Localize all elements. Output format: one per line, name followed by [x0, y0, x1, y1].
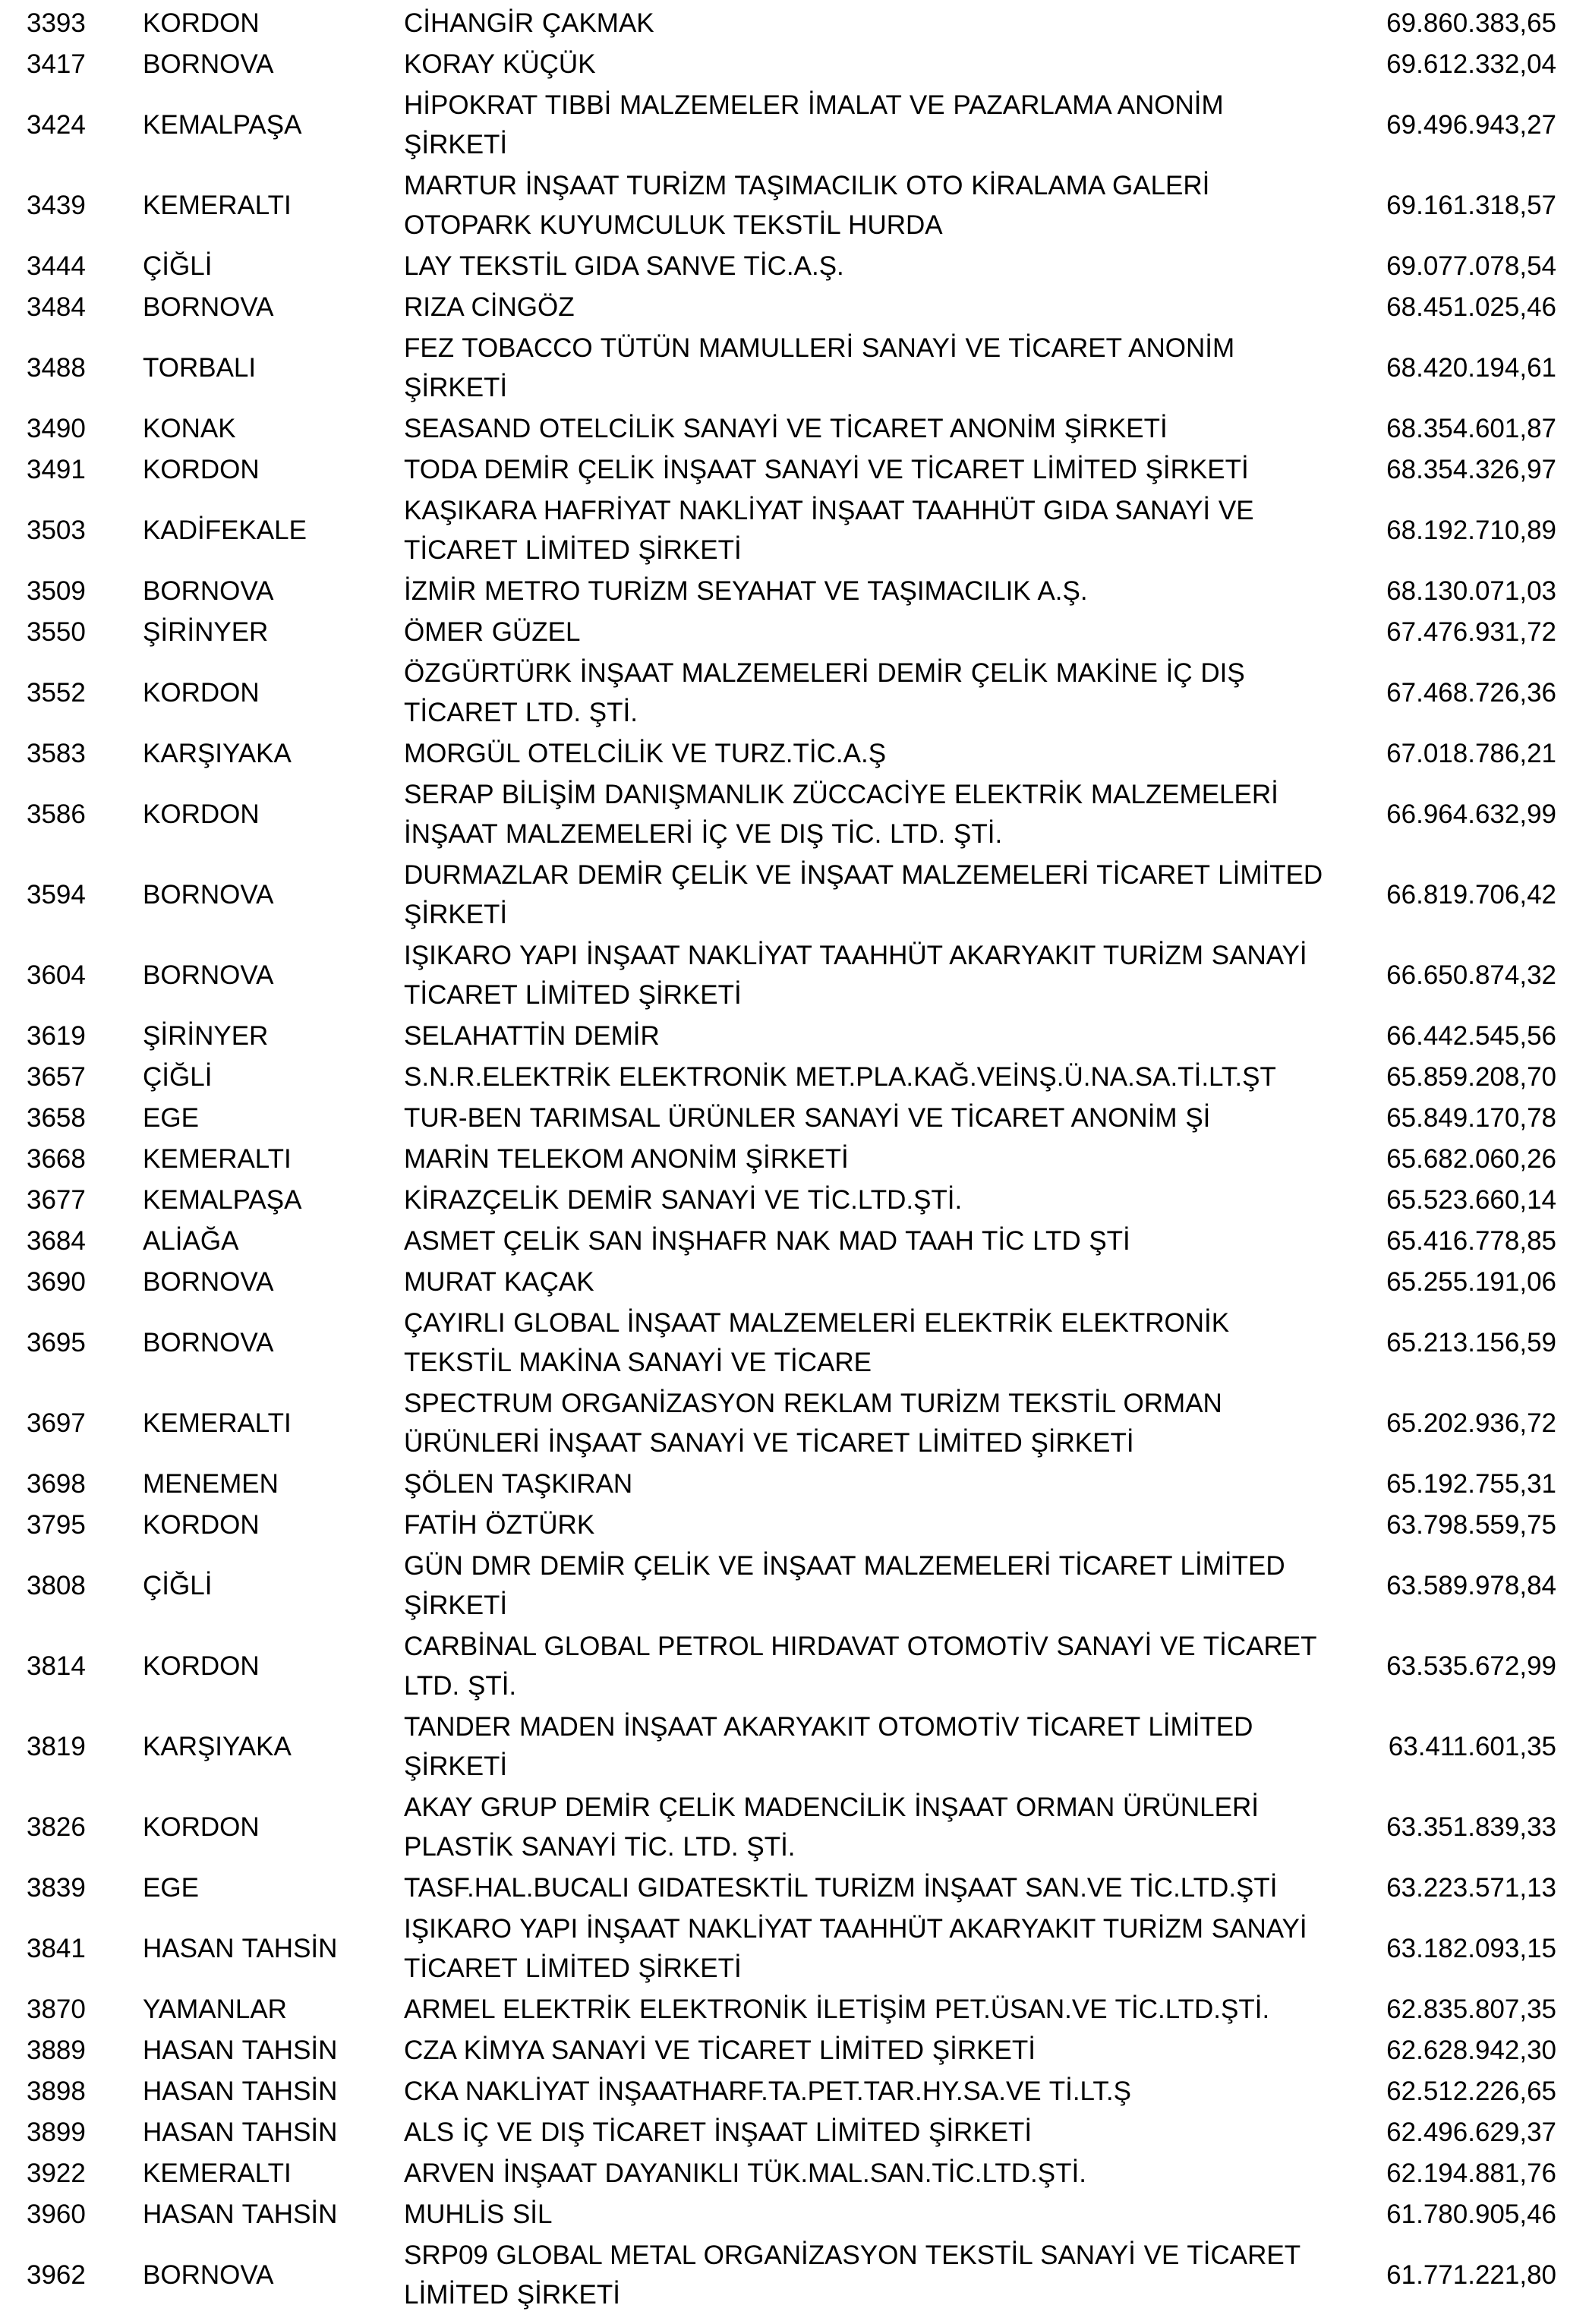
taxpayer-name-cell: LAY TEKSTİL GIDA SANVE TİC.A.Ş. [404, 251, 844, 281]
taxpayer-name-cell: KORAY KÜÇÜK [404, 49, 596, 79]
row-number-cell: 3444 [27, 251, 86, 281]
tax-office-cell: EGE [143, 1873, 199, 1903]
row-number-cell: 3899 [27, 2117, 86, 2147]
table-row [0, 1262, 1589, 1303]
table-row [0, 1505, 1589, 1546]
tax-office-cell: KORDON [143, 678, 260, 708]
amount-cell: 68.354.601,87 [1386, 414, 1556, 443]
table-row [0, 449, 1589, 490]
tax-office-cell: KEMERALTI [143, 191, 292, 220]
table-row [0, 287, 1589, 328]
taxpayer-name-cell: SELAHATTİN DEMİR [404, 1021, 660, 1051]
tax-office-cell: HASAN TAHSİN [143, 2076, 338, 2106]
amount-cell: 68.354.326,97 [1386, 455, 1556, 484]
row-number-cell: 3594 [27, 880, 86, 910]
amount-cell: 63.223.571,13 [1386, 1873, 1556, 1903]
row-number-cell: 3922 [27, 2158, 86, 2188]
taxpayer-name-cell: ÖZGÜRTÜRK İNŞAAT MALZEMELERİ DEMİR ÇELİK MAKİNE İÇ DIŞ TİCARET LTD. ŞTİ. [404, 658, 1245, 727]
amount-cell: 65.523.660,14 [1386, 1185, 1556, 1215]
table-row [0, 2112, 1589, 2153]
taxpayer-name-cell: FEZ TOBACCO TÜTÜN MAMULLERİ SANAYİ VE TİCARET ANONİM ŞİRKETİ [404, 333, 1235, 402]
tax-office-cell: BORNOVA [143, 960, 274, 990]
tax-office-cell: HASAN TAHSİN [143, 2035, 338, 2065]
tax-office-cell: BORNOVA [143, 880, 274, 910]
table-row [0, 1989, 1589, 2030]
tax-office-cell: KORDON [143, 8, 260, 38]
table-row [0, 2194, 1589, 2235]
tax-office-cell: HASAN TAHSİN [143, 1934, 338, 1963]
table-row [0, 1139, 1589, 1180]
table-row [0, 1098, 1589, 1139]
taxpayer-name-cell: CZA KİMYA SANAYİ VE TİCARET LİMİTED ŞİRKETİ [404, 2035, 1036, 2065]
tax-office-cell: BORNOVA [143, 292, 274, 322]
tax-office-cell: HASAN TAHSİN [143, 2117, 338, 2147]
tax-office-cell: KORDON [143, 455, 260, 484]
amount-cell: 63.351.839,33 [1386, 1812, 1556, 1842]
tax-office-cell: KORDON [143, 1812, 260, 1842]
row-number-cell: 3962 [27, 2260, 86, 2290]
amount-cell: 63.798.559,75 [1386, 1510, 1556, 1540]
table-row [0, 855, 1589, 935]
row-number-cell: 3658 [27, 1103, 86, 1133]
amount-cell: 69.496.943,27 [1386, 110, 1556, 140]
taxpayer-name-cell: CİHANGİR ÇAKMAK [404, 8, 654, 38]
taxpayer-name-cell: MURAT KAÇAK [404, 1267, 594, 1297]
taxpayer-name-cell: MORGÜL OTELCİLİK VE TURZ.TİC.A.Ş [404, 739, 887, 768]
row-number-cell: 3509 [27, 576, 86, 606]
tax-office-cell: ÇİĞLİ [143, 251, 213, 281]
row-number-cell: 3619 [27, 1021, 86, 1051]
amount-cell: 62.835.807,35 [1386, 1994, 1556, 2024]
amount-cell: 66.650.874,32 [1386, 960, 1556, 990]
row-number-cell: 3604 [27, 960, 86, 990]
taxpayer-name-cell: MARİN TELEKOM ANONİM ŞİRKETİ [404, 1144, 849, 1174]
taxpayer-table-body [0, 3, 1589, 2316]
table-row [0, 1626, 1589, 1707]
row-number-cell: 3684 [27, 1226, 86, 1256]
taxpayer-name-cell: CARBİNAL GLOBAL PETROL HIRDAVAT OTOMOTİV SANAYİ VE TİCARET LTD. ŞTİ. [404, 1632, 1316, 1701]
row-number-cell: 3808 [27, 1571, 86, 1600]
taxpayer-name-cell: SERAP BİLİŞİM DANIŞMANLIK ZÜCCACİYE ELEKTRİK MALZEMELERİ İNŞAAT MALZEMELERİ İÇ VE DIŞ TİC. LTD. ŞTİ. [404, 780, 1278, 849]
table-row [0, 2071, 1589, 2112]
amount-cell: 65.192.755,31 [1386, 1469, 1556, 1499]
tax-office-cell: YAMANLAR [143, 1994, 287, 2024]
row-number-cell: 3697 [27, 1408, 86, 1438]
taxpayer-name-cell: CKA NAKLİYAT İNŞAATHARF.TA.PET.TAR.HY.SA.VE Tİ.LT.Ş [404, 2076, 1131, 2106]
tax-office-cell: ÇİĞLİ [143, 1571, 213, 1600]
row-number-cell: 3550 [27, 617, 86, 647]
amount-cell: 67.468.726,36 [1386, 678, 1556, 708]
table-row [0, 2030, 1589, 2071]
taxpayer-name-cell: ARVEN İNŞAAT DAYANIKLI TÜK.MAL.SAN.TİC.LTD.ŞTİ. [404, 2158, 1086, 2188]
row-number-cell: 3819 [27, 1732, 86, 1761]
taxpayer-name-cell: KİRAZÇELİK DEMİR SANAYİ VE TİC.LTD.ŞTİ. [404, 1185, 963, 1215]
amount-cell: 65.849.170,78 [1386, 1103, 1556, 1133]
row-number-cell: 3695 [27, 1328, 86, 1358]
row-number-cell: 3586 [27, 799, 86, 829]
table-row [0, 328, 1589, 408]
taxpayer-name-cell: TASF.HAL.BUCALI GIDATESKTİL TURİZM İNŞAAT SAN.VE TİC.LTD.ŞTİ [404, 1873, 1278, 1903]
row-number-cell: 3583 [27, 739, 86, 768]
taxpayer-name-cell: GÜN DMR DEMİR ÇELİK VE İNŞAAT MALZEMELERİ TİCARET LİMİTED ŞİRKETİ [404, 1551, 1285, 1620]
taxpayer-name-cell: AKAY GRUP DEMİR ÇELİK MADENCİLİK İNŞAAT ORMAN ÜRÜNLERİ PLASTİK SANAYİ TİC. LTD. ŞTİ. [404, 1793, 1259, 1862]
amount-cell: 68.420.194,61 [1386, 353, 1556, 383]
row-number-cell: 3898 [27, 2076, 86, 2106]
tax-office-cell: BORNOVA [143, 49, 274, 79]
taxpayer-name-cell: TANDER MADEN İNŞAAT AKARYAKIT OTOMOTİV TİCARET LİMİTED ŞİRKETİ [404, 1712, 1253, 1781]
taxpayer-name-cell: ÇAYIRLI GLOBAL İNŞAAT MALZEMELERİ ELEKTRİK ELEKTRONİK TEKSTİL MAKİNA SANAYİ VE TİCARE [404, 1308, 1230, 1377]
table-row [0, 935, 1589, 1016]
row-number-cell: 3870 [27, 1994, 86, 2024]
taxpayer-name-cell: FATİH ÖZTÜRK [404, 1510, 595, 1540]
tax-office-cell: ÇİĞLİ [143, 1062, 213, 1092]
amount-cell: 65.255.191,06 [1386, 1267, 1556, 1297]
tax-office-cell: KEMERALTI [143, 2158, 292, 2188]
taxpayer-name-cell: IŞIKARO YAPI İNŞAAT NAKLİYAT TAAHHÜT AKARYAKIT TURİZM SANAYİ TİCARET LİMİTED ŞİRKETİ [404, 941, 1307, 1010]
tax-office-cell: KORDON [143, 1651, 260, 1681]
table-row [0, 490, 1589, 571]
row-number-cell: 3657 [27, 1062, 86, 1092]
table-row [0, 1546, 1589, 1626]
row-number-cell: 3841 [27, 1934, 86, 1963]
taxpayer-name-cell: HİPOKRAT TIBBİ MALZEMELER İMALAT VE PAZARLAMA ANONİM ŞİRKETİ [404, 90, 1224, 159]
table-row [0, 2153, 1589, 2194]
table-row [0, 1016, 1589, 1057]
row-number-cell: 3795 [27, 1510, 86, 1540]
taxpayer-name-cell: SRP09 GLOBAL METAL ORGANİZASYON TEKSTİL SANAYİ VE TİCARET LİMİTED ŞİRKETİ [404, 2240, 1301, 2310]
taxpayer-name-cell: MARTUR İNŞAAT TURİZM TAŞIMACILIK OTO KİRALAMA GALERİ OTOPARK KUYUMCULUK TEKSTİL HURDA [404, 171, 1210, 240]
tax-office-cell: EGE [143, 1103, 199, 1133]
amount-cell: 61.771.221,80 [1386, 2260, 1556, 2290]
table-row [0, 85, 1589, 166]
table-row [0, 571, 1589, 612]
tax-office-cell: KORDON [143, 1510, 260, 1540]
taxpayer-list-table [0, 3, 1589, 2316]
tax-office-cell: KEMERALTI [143, 1144, 292, 1174]
amount-cell: 62.512.226,65 [1386, 2076, 1556, 2106]
taxpayer-name-cell: ALS İÇ VE DIŞ TİCARET İNŞAAT LİMİTED ŞİRKETİ [404, 2117, 1033, 2147]
tax-office-cell: KONAK [143, 414, 236, 443]
amount-cell: 67.018.786,21 [1386, 739, 1556, 768]
row-number-cell: 3668 [27, 1144, 86, 1174]
amount-cell: 69.161.318,57 [1386, 191, 1556, 220]
table-row [0, 44, 1589, 85]
table-row [0, 3, 1589, 44]
row-number-cell: 3490 [27, 414, 86, 443]
amount-cell: 63.182.093,15 [1386, 1934, 1556, 1963]
taxpayer-name-cell: TUR-BEN TARIMSAL ÜRÜNLER SANAYİ VE TİCARET ANONİM Şİ [404, 1103, 1211, 1133]
tax-office-cell: KEMALPAŞA [143, 1185, 302, 1215]
table-row [0, 1180, 1589, 1221]
table-row [0, 774, 1589, 855]
taxpayer-name-cell: DURMAZLAR DEMİR ÇELİK VE İNŞAAT MALZEMELERİ TİCARET LİMİTED ŞİRKETİ [404, 860, 1323, 929]
amount-cell: 66.819.706,42 [1386, 880, 1556, 910]
row-number-cell: 3417 [27, 49, 86, 79]
tax-office-cell: BORNOVA [143, 1267, 274, 1297]
row-number-cell: 3960 [27, 2199, 86, 2229]
taxpayer-name-cell: IŞIKARO YAPI İNŞAAT NAKLİYAT TAAHHÜT AKARYAKIT TURİZM SANAYİ TİCARET LİMİTED ŞİRKETİ [404, 1914, 1307, 1983]
taxpayer-name-cell: İZMİR METRO TURİZM SEYAHAT VE TAŞIMACILIK A.Ş. [404, 576, 1088, 606]
row-number-cell: 3393 [27, 8, 86, 38]
amount-cell: 69.077.078,54 [1386, 251, 1556, 281]
table-row [0, 408, 1589, 449]
table-row [0, 1057, 1589, 1098]
table-row [0, 1383, 1589, 1464]
table-row [0, 1909, 1589, 1989]
amount-cell: 62.496.629,37 [1386, 2117, 1556, 2147]
table-row [0, 1868, 1589, 1909]
amount-cell: 66.964.632,99 [1386, 799, 1556, 829]
tax-office-cell: MENEMEN [143, 1469, 279, 1499]
row-number-cell: 3690 [27, 1267, 86, 1297]
amount-cell: 62.628.942,30 [1386, 2035, 1556, 2065]
amount-cell: 68.192.710,89 [1386, 516, 1556, 545]
taxpayer-name-cell: ŞÖLEN TAŞKIRAN [404, 1469, 633, 1499]
amount-cell: 66.442.545,56 [1386, 1021, 1556, 1051]
row-number-cell: 3814 [27, 1651, 86, 1681]
table-row [0, 2235, 1589, 2316]
row-number-cell: 3488 [27, 353, 86, 383]
row-number-cell: 3698 [27, 1469, 86, 1499]
taxpayer-name-cell: RIZA CİNGÖZ [404, 292, 575, 322]
row-number-cell: 3677 [27, 1185, 86, 1215]
taxpayer-name-cell: ÖMER GÜZEL [404, 617, 581, 647]
amount-cell: 61.780.905,46 [1386, 2199, 1556, 2229]
taxpayer-name-cell: MUHLİS SİL [404, 2199, 553, 2229]
tax-office-cell: ŞİRİNYER [143, 617, 269, 647]
amount-cell: 65.859.208,70 [1386, 1062, 1556, 1092]
row-number-cell: 3439 [27, 191, 86, 220]
taxpayer-name-cell: KAŞIKARA HAFRİYAT NAKLİYAT İNŞAAT TAAHHÜT GIDA SANAYİ VE TİCARET LİMİTED ŞİRKETİ [404, 496, 1254, 565]
taxpayer-name-cell: SEASAND OTELCİLİK SANAYİ VE TİCARET ANONİM ŞİRKETİ [404, 414, 1168, 443]
table-row [0, 653, 1589, 733]
row-number-cell: 3503 [27, 516, 86, 545]
amount-cell: 63.535.672,99 [1386, 1651, 1556, 1681]
tax-office-cell: KEMALPAŞA [143, 110, 302, 140]
taxpayer-name-cell: ASMET ÇELİK SAN İNŞHAFR NAK MAD TAAH TİC LTD ŞTİ [404, 1226, 1130, 1256]
table-row [0, 1464, 1589, 1505]
table-row [0, 246, 1589, 287]
table-row [0, 166, 1589, 246]
row-number-cell: 3889 [27, 2035, 86, 2065]
taxpayer-name-cell: TODA DEMİR ÇELİK İNŞAAT SANAYİ VE TİCARET LİMİTED ŞİRKETİ [404, 455, 1249, 484]
row-number-cell: 3491 [27, 455, 86, 484]
amount-cell: 67.476.931,72 [1386, 617, 1556, 647]
amount-cell: 63.589.978,84 [1386, 1571, 1556, 1600]
amount-cell: 62.194.881,76 [1386, 2158, 1556, 2188]
amount-cell: 65.202.936,72 [1386, 1408, 1556, 1438]
taxpayer-name-cell: S.N.R.ELEKTRİK ELEKTRONİK MET.PLA.KAĞ.VEİNŞ.Ü.NA.SA.Tİ.LT.ŞT [404, 1062, 1276, 1092]
tax-office-cell: ALİAĞA [143, 1226, 239, 1256]
tax-office-cell: KARŞIYAKA [143, 1732, 292, 1761]
tax-office-cell: BORNOVA [143, 576, 274, 606]
amount-cell: 63.411.601,35 [1388, 1732, 1556, 1761]
table-row [0, 1787, 1589, 1868]
row-number-cell: 3826 [27, 1812, 86, 1842]
row-number-cell: 3424 [27, 110, 86, 140]
amount-cell: 65.416.778,85 [1386, 1226, 1556, 1256]
table-row [0, 612, 1589, 653]
table-row [0, 1221, 1589, 1262]
tax-office-cell: ŞİRİNYER [143, 1021, 269, 1051]
row-number-cell: 3484 [27, 292, 86, 322]
amount-cell: 69.860.383,65 [1386, 8, 1556, 38]
tax-office-cell: BORNOVA [143, 1328, 274, 1358]
tax-office-cell: KORDON [143, 799, 260, 829]
table-row [0, 1707, 1589, 1787]
tax-office-cell: HASAN TAHSİN [143, 2199, 338, 2229]
tax-office-cell: KADİFEKALE [143, 516, 307, 545]
amount-cell: 65.682.060,26 [1386, 1144, 1556, 1174]
amount-cell: 68.130.071,03 [1386, 576, 1556, 606]
amount-cell: 68.451.025,46 [1386, 292, 1556, 322]
table-row [0, 1303, 1589, 1383]
taxpayer-name-cell: ARMEL ELEKTRİK ELEKTRONİK İLETİŞİM PET.ÜSAN.VE TİC.LTD.ŞTİ. [404, 1994, 1270, 2024]
tax-office-cell: TORBALI [143, 353, 257, 383]
table-row [0, 733, 1589, 774]
tax-office-cell: KEMERALTI [143, 1408, 292, 1438]
taxpayer-name-cell: SPECTRUM ORGANİZASYON REKLAM TURİZM TEKSTİL ORMAN ÜRÜNLERİ İNŞAAT SANAYİ VE TİCARET LİMİTED ŞİRKETİ [404, 1389, 1222, 1458]
row-number-cell: 3552 [27, 678, 86, 708]
row-number-cell: 3839 [27, 1873, 86, 1903]
tax-office-cell: BORNOVA [143, 2260, 274, 2290]
amount-cell: 65.213.156,59 [1386, 1328, 1556, 1358]
tax-office-cell: KARŞIYAKA [143, 739, 292, 768]
amount-cell: 69.612.332,04 [1386, 49, 1556, 79]
